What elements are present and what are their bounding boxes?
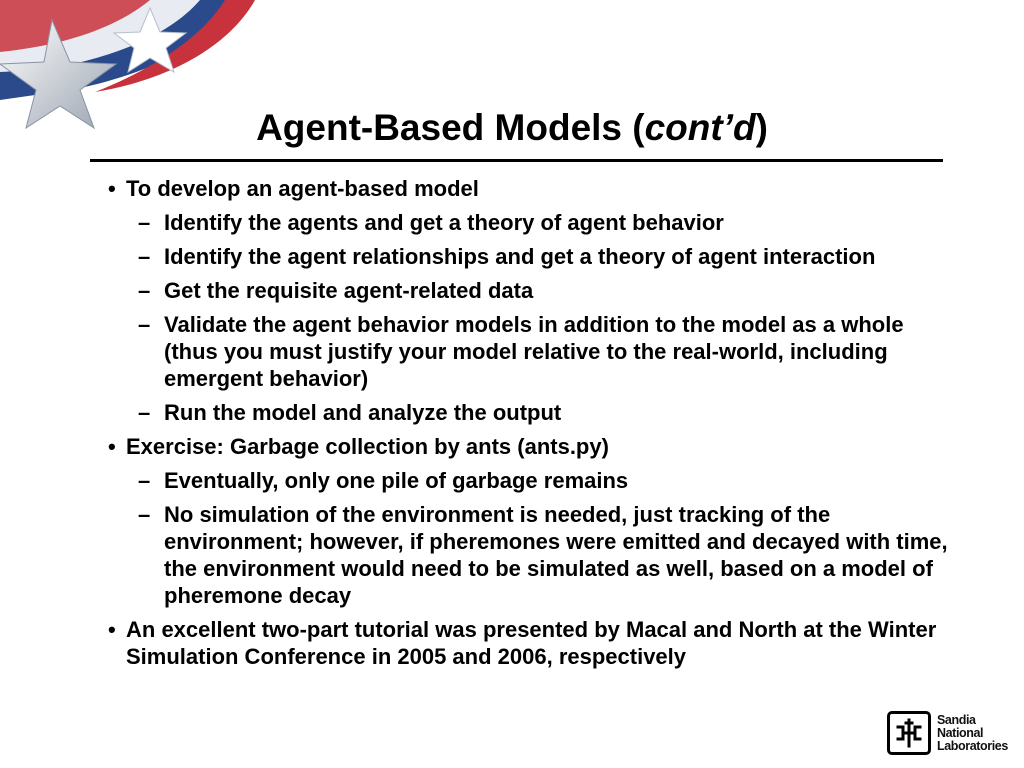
title-text: Agent-Based Models ( [256, 107, 645, 148]
sub-bullet-item: – No simulation of the environment is needed, just tracking of the environment; however, if pheremones were emitted and decayed with time, the environment would need to be simulated as well, based on a model of pheremone decay [104, 501, 954, 609]
sandia-logo [887, 708, 1013, 758]
sub-bullet-item: – Get the requisite agent-related data [104, 277, 954, 304]
logo-line-3: Laboratories [937, 738, 1008, 753]
bullet-list [104, 175, 954, 677]
logo-line-1: Sandia [937, 712, 976, 727]
sub-bullet-item: – Identify the agent relationships and get a theory of agent interaction [104, 243, 954, 270]
sub-bullet-item: – Validate the agent behavior models in addition to the model as a whole (thus you must justify your model relative to the real-world, including emergent behavior) [104, 311, 954, 392]
slide-title [0, 104, 1024, 152]
logo-line-2: National [937, 725, 984, 740]
title-italic-text: cont’d [644, 107, 756, 148]
title-divider [90, 159, 943, 162]
bullet-item: • To develop an agent-based model [104, 175, 954, 202]
sub-bullet-item: – Eventually, only one pile of garbage remains [104, 467, 954, 494]
sandia-thunderbird-icon [887, 711, 931, 755]
bullet-item: • An excellent two-part tutorial was presented by Macal and North at the Winter Simulation Conference in 2005 and 2006, respectively [104, 616, 954, 670]
bullet-item: • Exercise: Garbage collection by ants (ants.py) [104, 433, 954, 460]
logo-wordmark [937, 714, 1008, 753]
sub-bullet-item: – Identify the agents and get a theory of agent behavior [104, 209, 954, 236]
title-end-text: ) [755, 107, 768, 148]
sub-bullet-item: – Run the model and analyze the output [104, 399, 954, 426]
